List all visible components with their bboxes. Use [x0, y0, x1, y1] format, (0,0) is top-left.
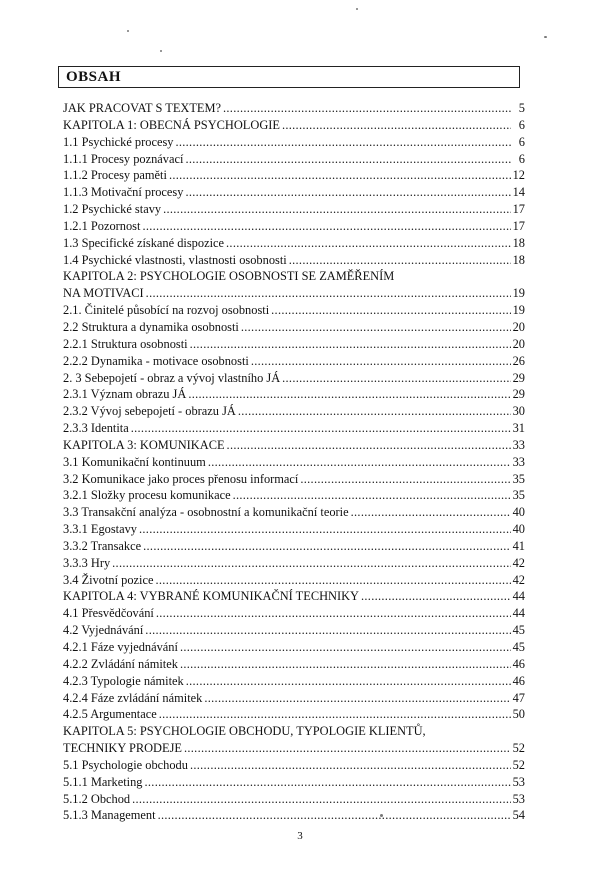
toc-entry-page: 6: [518, 151, 525, 166]
toc-dot-leader: [223, 100, 511, 117]
toc-dot-leader: [271, 302, 510, 319]
toc-dot-leader: [190, 757, 511, 774]
toc-entry-title: 5.1.3 Management: [63, 808, 156, 823]
toc-entry: [63, 454, 525, 471]
toc-entry-page: 6: [518, 134, 525, 149]
toc-entry: [63, 302, 525, 319]
toc-entry: [63, 336, 525, 353]
toc-entry: [63, 403, 525, 420]
toc-dot-leader: [188, 386, 510, 403]
toc-dot-leader: [180, 656, 511, 673]
toc-entry-page: 53: [512, 791, 525, 806]
toc-dot-leader: [112, 555, 510, 572]
toc-entry-page: 52: [512, 757, 525, 772]
toc-entry-title: NA MOTIVACI: [63, 286, 144, 301]
toc-dot-leader: [131, 420, 511, 437]
toc-entry: [63, 151, 525, 168]
toc-entry: [63, 588, 525, 605]
scan-speck: [356, 8, 358, 10]
toc-entry-page: 41: [512, 538, 525, 553]
toc-entry-page: 18: [512, 235, 525, 250]
toc-entry: [63, 437, 525, 454]
toc-entry-title: 2.3.3 Identita: [63, 421, 129, 436]
toc-entry-page: 45: [512, 640, 525, 654]
toc-entry: [63, 319, 525, 336]
toc-entry: [63, 639, 525, 656]
toc-entry: [63, 235, 525, 252]
toc-dot-leader: [156, 572, 511, 589]
toc-dot-leader: [289, 252, 511, 269]
toc-entry-page: 12: [512, 168, 525, 183]
toc-entry-title: KAPITOLA 3: KOMUNIKACE: [63, 437, 225, 452]
toc-entry: [63, 285, 525, 302]
toc-entry-page: 50: [512, 707, 525, 722]
toc-entry: [63, 117, 525, 134]
toc-dot-leader: [169, 167, 511, 184]
toc-entry: [63, 656, 525, 673]
toc-entry: [63, 167, 525, 184]
toc-entry-page: 33: [512, 454, 525, 469]
toc-entry: [63, 184, 525, 201]
toc-entry: [63, 690, 525, 707]
toc-entry: [63, 807, 525, 824]
toc-entry-title: 2. 3 Sebepojetí - obraz a vývoj vlastního JÁ: [63, 370, 281, 385]
toc-dot-leader: [142, 218, 510, 235]
toc-entry-title: 3.1 Komunikační kontinuum: [63, 454, 206, 469]
toc-entry-title: 1.1.2 Procesy paměti: [63, 168, 167, 183]
toc-dot-leader: [143, 538, 510, 555]
toc-entry-title: 4.1 Přesvědčování: [63, 606, 154, 621]
toc-entry-page: 31: [512, 421, 525, 436]
toc-entry-page: 40: [512, 505, 525, 520]
toc-entry: [63, 201, 525, 218]
toc-entry-page: 46: [512, 656, 525, 671]
toc-dot-leader: [204, 690, 510, 707]
toc-entry-title: 1.2 Psychické stavy: [63, 202, 162, 217]
toc-entry: [63, 723, 525, 740]
toc-entry-title: 4.2.2 Zvládání námitek: [63, 656, 178, 671]
toc-entry-page: 33: [512, 437, 525, 452]
toc-entry-page: 40: [512, 522, 525, 537]
toc-entry-page: 35: [512, 488, 525, 503]
toc-entry: [63, 791, 525, 808]
toc-dot-leader: [186, 673, 511, 690]
toc-entry-title: KAPITOLA 1: OBECNÁ PSYCHOLOGIE: [63, 117, 280, 132]
toc-entry-page: 19: [512, 303, 525, 318]
toc-entry-title: 2.3.2 Vývoj sebepojetí - obrazu JÁ: [63, 404, 236, 419]
toc-entry: [63, 353, 525, 370]
toc-entry-title: 2.3.1 Význam obrazu JÁ: [63, 387, 187, 402]
toc-entry: [63, 386, 525, 403]
toc-entry-title: 1.2.1 Pozornost: [63, 218, 141, 233]
toc-entry-page: 46: [512, 673, 525, 688]
toc-entry: [63, 757, 525, 774]
toc-dot-leader: [190, 336, 511, 353]
toc-entry-page: 45: [512, 623, 525, 638]
toc-dot-leader: [361, 588, 511, 605]
toc-entry-page: 14: [512, 185, 525, 200]
toc-entry: [63, 252, 525, 269]
toc-dot-leader: [226, 235, 511, 252]
toc-dot-leader: [159, 706, 511, 723]
toc-entry-page: 42: [512, 555, 525, 570]
table-of-contents: [63, 100, 525, 824]
toc-entry-title: 2.2.1 Struktura osobnosti: [63, 336, 188, 351]
toc-entry-title: TECHNIKY PRODEJE: [63, 741, 182, 756]
toc-entry-title: 2.2.2 Dynamika - motivace osobnosti: [63, 353, 249, 368]
toc-entry-title: 4.2.3 Typologie námitek: [63, 673, 184, 688]
toc-dot-leader: [146, 285, 511, 302]
toc-entry-title: 3.3.2 Transakce: [63, 538, 142, 553]
toc-entry-page: 54: [512, 808, 525, 823]
toc-dot-leader: [241, 319, 511, 336]
toc-entry-page: 47: [512, 690, 525, 705]
toc-entry: [63, 370, 525, 387]
scan-speck: [544, 36, 547, 38]
toc-entry-page: 17: [512, 202, 525, 217]
toc-entry: [63, 471, 525, 488]
toc-dot-leader: [180, 639, 511, 656]
toc-entry: [63, 740, 525, 757]
toc-dot-leader: [158, 807, 511, 824]
toc-dot-leader: [233, 487, 511, 504]
toc-entry-page: 5: [518, 101, 525, 115]
toc-entry-page: 44: [512, 589, 525, 604]
toc-entry: [63, 572, 525, 589]
toc-entry-page: 42: [512, 572, 525, 587]
page-number: 3: [297, 830, 303, 842]
toc-entry-title: 5.1 Psychologie obchodu: [63, 757, 188, 772]
toc-entry: [63, 774, 525, 791]
toc-entry-page: 19: [512, 286, 525, 301]
toc-entry-title: KAPITOLA 5: PSYCHOLOGIE OBCHODU, TYPOLOGIE KLIENTŮ,: [63, 724, 426, 739]
toc-entry-title: 4.2.5 Argumentace: [63, 707, 157, 722]
toc-entry-page: 17: [512, 218, 525, 233]
toc-entry-page: 30: [512, 404, 525, 419]
toc-dot-leader: [351, 504, 511, 521]
toc-dot-leader: [184, 740, 511, 757]
toc-dot-leader: [227, 437, 511, 454]
toc-dot-leader: [300, 471, 510, 488]
toc-entry: [63, 100, 525, 117]
toc-dot-leader: [175, 134, 511, 151]
toc-dot-leader: [238, 403, 511, 420]
toc-entry-title: JAK PRACOVAT S TEXTEM?: [63, 101, 222, 115]
toc-entry: [63, 134, 525, 151]
toc-entry-page: 20: [512, 319, 525, 334]
toc-dot-leader: [185, 184, 510, 201]
scan-speck: [380, 814, 383, 817]
toc-entry-title: 4.2.4 Fáze zvládání námitek: [63, 690, 203, 705]
toc-entry: [63, 706, 525, 723]
toc-entry-page: 53: [512, 774, 525, 789]
scan-speck: [160, 50, 162, 52]
toc-entry-title: 1.1 Psychické procesy: [63, 134, 174, 149]
toc-entry-page: 29: [512, 387, 525, 402]
toc-entry: [63, 622, 525, 639]
toc-dot-leader: [208, 454, 511, 471]
toc-entry-title: KAPITOLA 4: VYBRANÉ KOMUNIKAČNÍ TECHNIKY: [63, 589, 360, 604]
toc-entry-page: 29: [512, 370, 525, 385]
toc-entry-title: 1.1.1 Procesy poznávací: [63, 151, 184, 166]
toc-dot-leader: [163, 201, 511, 218]
toc-entry: [63, 538, 525, 555]
scan-speck: [127, 30, 129, 32]
toc-entry-title: 4.2 Vyjednávání: [63, 623, 144, 638]
toc-entry: [63, 673, 525, 690]
toc-entry-page: 44: [512, 606, 525, 621]
toc-entry-title: 2.2 Struktura a dynamika osobnosti: [63, 319, 239, 334]
toc-entry: [63, 420, 525, 437]
toc-entry: [63, 521, 525, 538]
toc-entry-page: 35: [512, 471, 525, 486]
toc-dot-leader: [132, 791, 511, 808]
toc-entry-title: 3.4 Životní pozice: [63, 572, 154, 587]
toc-entry-title: 3.3 Transakční analýza - osobnostní a komunikační teorie: [63, 505, 349, 520]
toc-entry: [63, 605, 525, 622]
toc-entry-title: 1.1.3 Motivační procesy: [63, 185, 184, 200]
toc-entry-title: 1.3 Specifické získané dispozice: [63, 235, 225, 250]
toc-dot-leader: [145, 774, 511, 791]
toc-entry-page: 52: [512, 741, 525, 756]
toc-dot-leader: [251, 353, 511, 370]
toc-entry-title: 2.1. Činitelé působící na rozvoj osobnosti: [63, 303, 270, 318]
toc-entry: [63, 487, 525, 504]
toc-entry: [63, 504, 525, 521]
toc-entry-title: 1.4 Psychické vlastnosti, vlastnosti osobnosti: [63, 252, 287, 267]
toc-entry-title: 5.1.1 Marketing: [63, 774, 143, 789]
toc-entry: [63, 218, 525, 235]
toc-dot-leader: [185, 151, 511, 168]
toc-entry-page: 20: [512, 336, 525, 351]
toc-entry-page: 26: [512, 353, 525, 368]
toc-dot-leader: [282, 370, 510, 387]
toc-heading: OBSAH: [58, 66, 520, 88]
toc-dot-leader: [139, 521, 511, 538]
toc-entry-title: 5.1.2 Obchod: [63, 791, 131, 806]
toc-dot-leader: [282, 117, 511, 134]
toc-dot-leader: [145, 622, 510, 639]
toc-entry: [63, 555, 525, 572]
toc-entry-title: 3.2.1 Složky procesu komunikace: [63, 488, 231, 503]
toc-entry: [63, 268, 525, 285]
toc-entry-title: 3.3.1 Egostavy: [63, 522, 137, 537]
toc-entry-title: 3.2 Komunikace jako proces přenosu informací: [63, 471, 299, 486]
toc-entry-page: 6: [518, 117, 525, 132]
toc-dot-leader: [156, 605, 511, 622]
toc-entry-title: 4.2.1 Fáze vyjednávání: [63, 640, 178, 654]
toc-entry-page: 18: [512, 252, 525, 267]
toc-entry-title: 3.3.3 Hry: [63, 555, 111, 570]
toc-entry-title: KAPITOLA 2: PSYCHOLOGIE OSOBNOSTI SE ZAMĚŘENÍM: [63, 269, 395, 284]
